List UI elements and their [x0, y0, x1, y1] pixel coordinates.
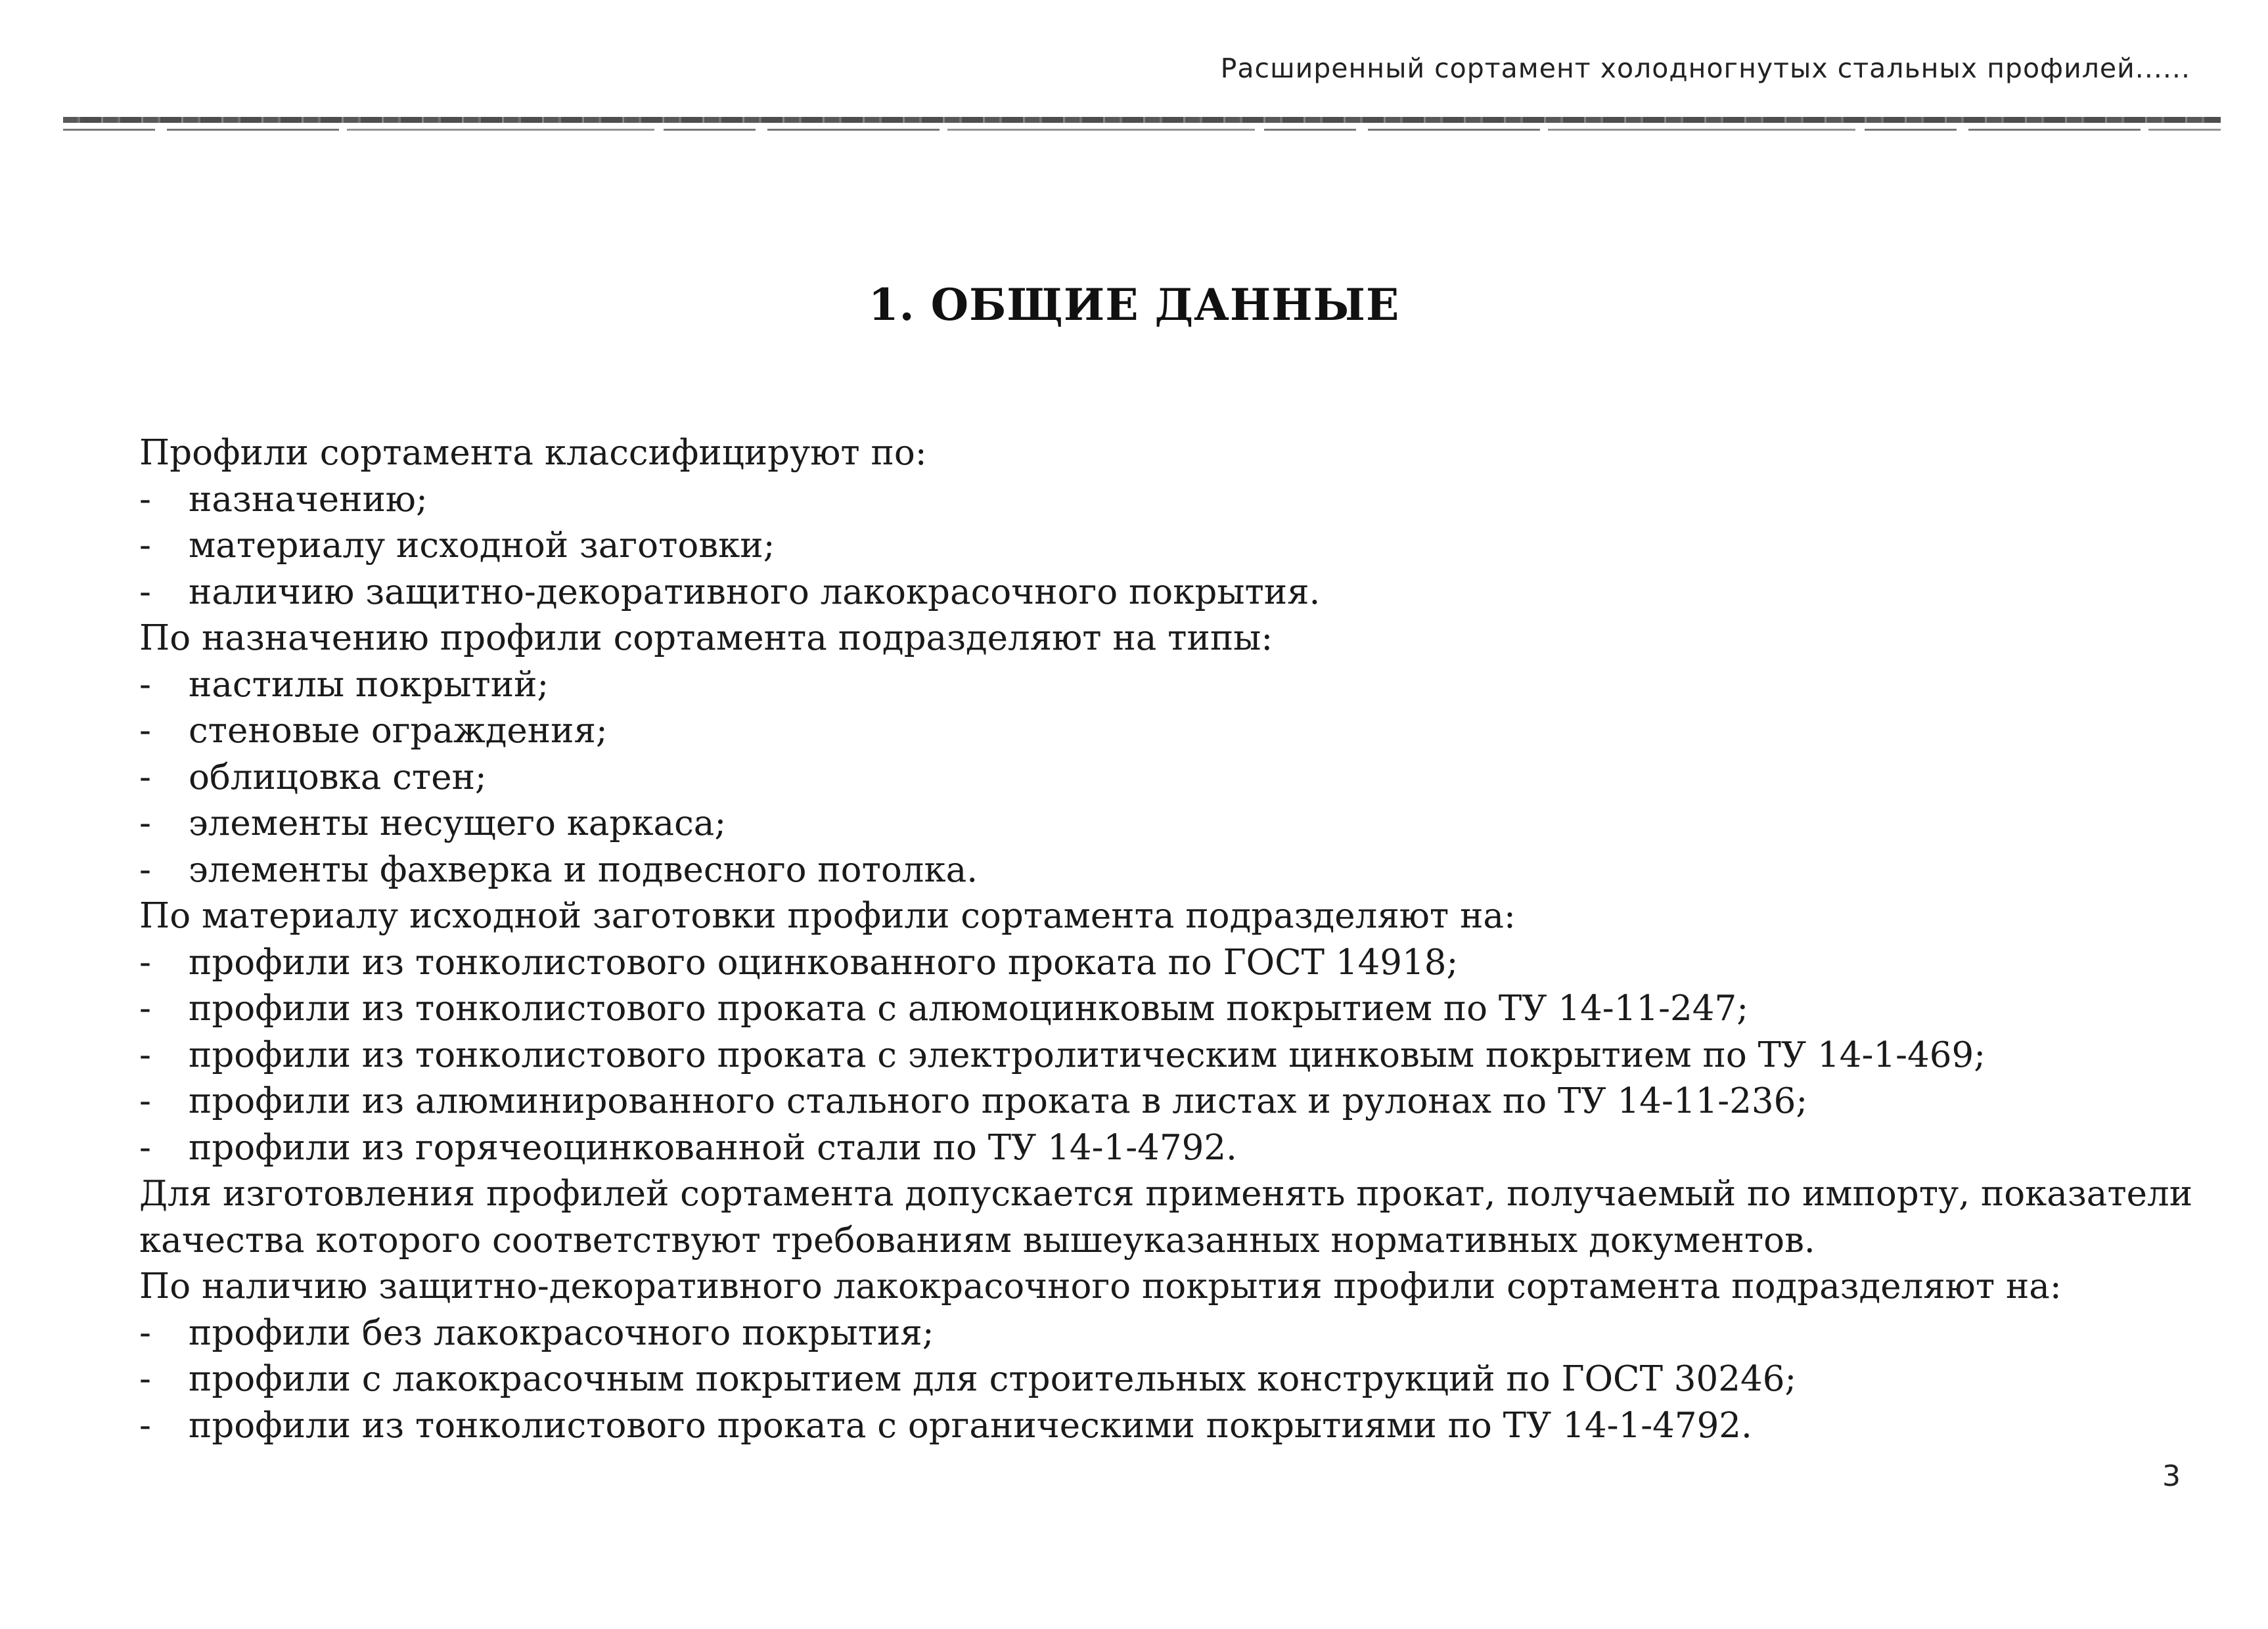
list-item [139, 847, 2248, 894]
list-item [139, 569, 2248, 616]
list-item [139, 477, 2248, 524]
list-item [139, 1079, 2248, 1125]
list-item [139, 708, 2248, 755]
list-item-text: профили из алюминированного стального проката в листах и рулонах по ТУ 14-11-236; [189, 1081, 1808, 1121]
list-dash: - [139, 757, 151, 797]
list-dash: - [139, 571, 151, 612]
list-item [139, 523, 2248, 569]
list-dash: - [139, 479, 151, 520]
purpose-intro: По назначению профили сортамента подразделяют на типы: [139, 618, 1273, 658]
list-item [139, 1033, 2248, 1079]
list-dash: - [139, 525, 151, 566]
list-dash: - [139, 664, 151, 705]
list-dash: - [139, 803, 151, 843]
list-item-text: профили из тонколистового проката с электролитическим цинковым покрытием по ТУ 14-1-469; [189, 1035, 1986, 1075]
document-body [139, 430, 2248, 1449]
list-dash: - [139, 849, 151, 890]
list-item-text: профили с лакокрасочным покрытием для строительных конструкций по ГОСТ 30246; [189, 1359, 1797, 1399]
classification-intro: Профили сортамента классифицируют по: [139, 433, 927, 473]
list-item-text: облицовка стен; [189, 757, 487, 797]
section-title: 1. ОБЩИЕ ДАННЫЕ [868, 279, 1400, 330]
list-item [139, 755, 2248, 801]
list-dash: - [139, 1359, 151, 1399]
list-dash: - [139, 1127, 151, 1168]
list-item-text: профили из тонколистового оцинкованного проката по ГОСТ 14918; [189, 942, 1459, 983]
list-dash: - [139, 1405, 151, 1446]
coating-intro: По наличию защитно-декоративного лакокрасочного покрытия профили сортамента подразделяют на: [139, 1266, 2062, 1306]
list-dash: - [139, 1035, 151, 1075]
list-item-text: назначению; [189, 479, 428, 520]
list-item [139, 986, 2248, 1033]
list-item [139, 1125, 2248, 1172]
list-dash: - [139, 942, 151, 983]
list-item [139, 801, 2248, 847]
import-note: Для изготовления профилей сортамента допускается применять прокат, получаемый по импорту, показатели качества которого соответствуют требованиям вышеуказанных нормативных документов. [139, 1174, 2193, 1261]
page-number: 3 [2162, 1460, 2181, 1493]
list-item-text: профили из тонколистового проката с алюмоцинковым покрытием по ТУ 14-11-247; [189, 989, 1749, 1029]
material-intro: По материалу исходной заготовки профили сортамента подразделяют на: [139, 896, 1516, 936]
header-rule [63, 117, 2221, 123]
list-item-text: профили из тонколистового проката с органическими покрытиями по ТУ 14-1-4792. [189, 1405, 1752, 1446]
list-item-text: стеновые ограждения; [189, 711, 608, 751]
list-dash: - [139, 1312, 151, 1353]
list-item-text: профили без лакокрасочного покрытия; [189, 1312, 934, 1353]
list-item [139, 940, 2248, 987]
header-rule-thin [63, 129, 2221, 131]
list-item-text: наличию защитно-декоративного лакокрасочного покрытия. [189, 571, 1321, 612]
list-item-text: настилы покрытий; [189, 664, 549, 705]
running-header-title: Расширенный сортамент холодногнутых стальных профилей...... [1220, 53, 2190, 84]
list-item-text: элементы фахверка и подвесного потолка. [189, 849, 978, 890]
list-item-text: материалу исходной заготовки; [189, 525, 775, 566]
list-item-text: элементы несущего каркаса; [189, 803, 727, 843]
list-dash: - [139, 989, 151, 1029]
list-dash: - [139, 711, 151, 751]
list-dash: - [139, 1081, 151, 1121]
list-item-text: профили из горячеоцинкованной стали по ТУ 14-1-4792. [189, 1127, 1237, 1168]
list-item [139, 1310, 2248, 1357]
list-item [139, 662, 2248, 709]
list-item [139, 1403, 2248, 1450]
list-item [139, 1356, 2248, 1403]
